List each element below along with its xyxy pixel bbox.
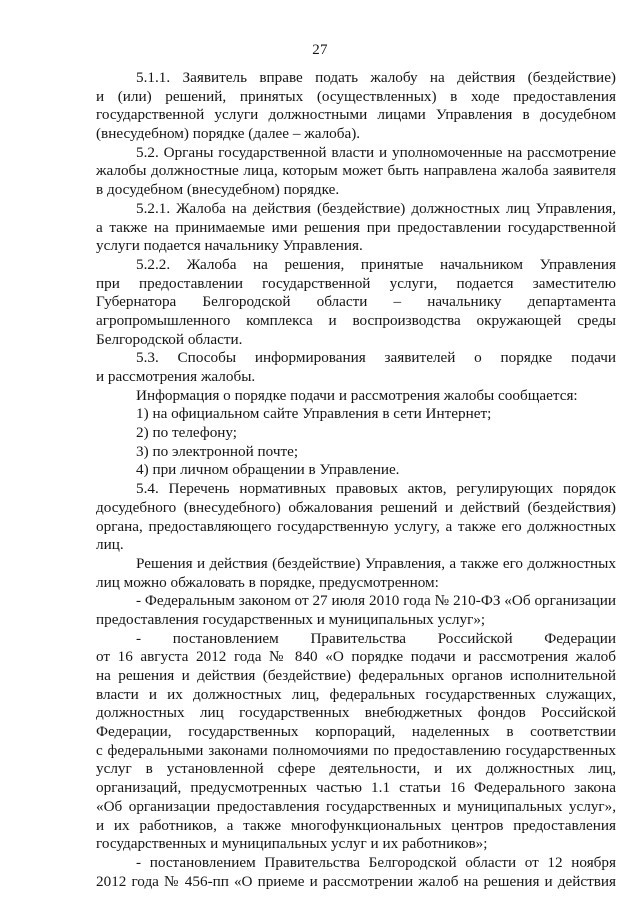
text-line: должностных лиц государственных внебюджетных фондов Российской [96, 704, 616, 722]
text-line: (внесудебном) порядке (далее – жалоба). [96, 125, 361, 143]
text-line: Губернатора Белгородской области – начальнику департамента [96, 293, 616, 311]
page-number: 27 [312, 42, 328, 58]
text-line: - постановлением Правительства Белгородской области от 12 ноября [136, 853, 616, 871]
text-line: 5.2.2. Жалоба на решения, принятые начальником Управления [136, 255, 616, 273]
text-line: государственной услуги должностными лицами Управления в досудебном [96, 106, 616, 124]
document-body [96, 69, 616, 891]
text-line: Решения и действия (бездействие) Управления, а также его должностных [136, 554, 616, 572]
text-line: досудебного (внесудебного) обжалования решений и действий (бездействия) [96, 498, 616, 516]
text-line: жалобы должностные лица, которым может быть направлена жалоба заявителя [96, 162, 616, 180]
text-line: на решения и действия (бездействие) федеральных органов исполнительной [96, 667, 616, 684]
text-line: - постановлением Правительства Российской Федерации [136, 629, 616, 647]
text-line: государственных и муниципальных услуг и их работников»; [96, 835, 488, 853]
text-line: лиц. [96, 536, 124, 554]
text-line: 5.3. Способы информирования заявителей о порядке подачи [136, 349, 616, 367]
text-line: лиц можно обжаловать в порядке, предусмотренном: [96, 573, 439, 591]
text-line: услуги подается начальнику Управления. [96, 237, 363, 255]
text-line: Информация о порядке подачи и рассмотрения жалобы сообщается: [136, 386, 578, 404]
text-line: при предоставлении государственной услуги, подается заместителю [96, 274, 616, 292]
text-line: услуг в установленной сфере деятельности, и их должностных лиц, [96, 760, 616, 778]
text-line: и рассмотрения жалобы. [96, 368, 256, 385]
text-line: и (или) решений, принятых (осуществленных) в ходе предоставления [96, 87, 616, 105]
text-line: власти и их должностных лиц, федеральных государственных служащих, [96, 685, 616, 703]
text-line: 5.1.1. Заявитель вправе подать жалобу на действия (бездействие) [136, 69, 616, 86]
text-line: организаций, предусмотренных частью 1.1 статьи 16 Федерального закона [96, 779, 616, 797]
text-line: 5.4. Перечень нормативных правовых актов, регулирующих порядок [136, 480, 616, 498]
text-line: 3) по электронной почте; [136, 442, 299, 460]
text-line: 1) на официальном сайте Управления в сети Интернет; [136, 405, 492, 423]
text-line: Федерации, государственных корпораций, наделенных в соответствии [96, 723, 616, 741]
text-line: 4) при личном обращении в Управление. [136, 461, 400, 479]
text-line: 2012 года № 456-пп «О приеме и рассмотрении жалоб на решения и действия [96, 872, 616, 890]
text-line: Белгородской области. [96, 330, 243, 348]
text-line: органа, предоставляющего государственную услугу, а также его должностных [96, 517, 616, 535]
text-line: 5.2.1. Жалоба на действия (бездействие) должностных лиц Управления, [136, 199, 616, 217]
text-line: 2) по телефону; [136, 424, 238, 442]
text-line: «Об организации предоставления государственных и муниципальных услуг», [96, 797, 616, 815]
text-line: с федеральными законами полномочиями по предоставлению государственных [96, 741, 616, 759]
text-line: а также на принимаемые ими решения при предоставлении государственной [96, 218, 616, 236]
text-line: и их работников, а также многофункциональных центров предоставления [96, 816, 616, 834]
text-line: предоставления государственных и муниципальных услуг»; [96, 610, 486, 628]
text-line: от 16 августа 2012 года № 840 «О порядке подачи и рассмотрения жалоб [96, 648, 616, 666]
text-line: 5.2. Органы государственной власти и уполномоченные на рассмотрение [136, 143, 616, 161]
text-line: агропромышленного комплекса и воспроизводства окружающей среды [96, 311, 616, 329]
text-line: - Федеральным законом от 27 июля 2010 года № 210-ФЗ «Об организации [136, 592, 616, 610]
text-line: в досудебном (внесудебном) порядке. [96, 181, 340, 199]
